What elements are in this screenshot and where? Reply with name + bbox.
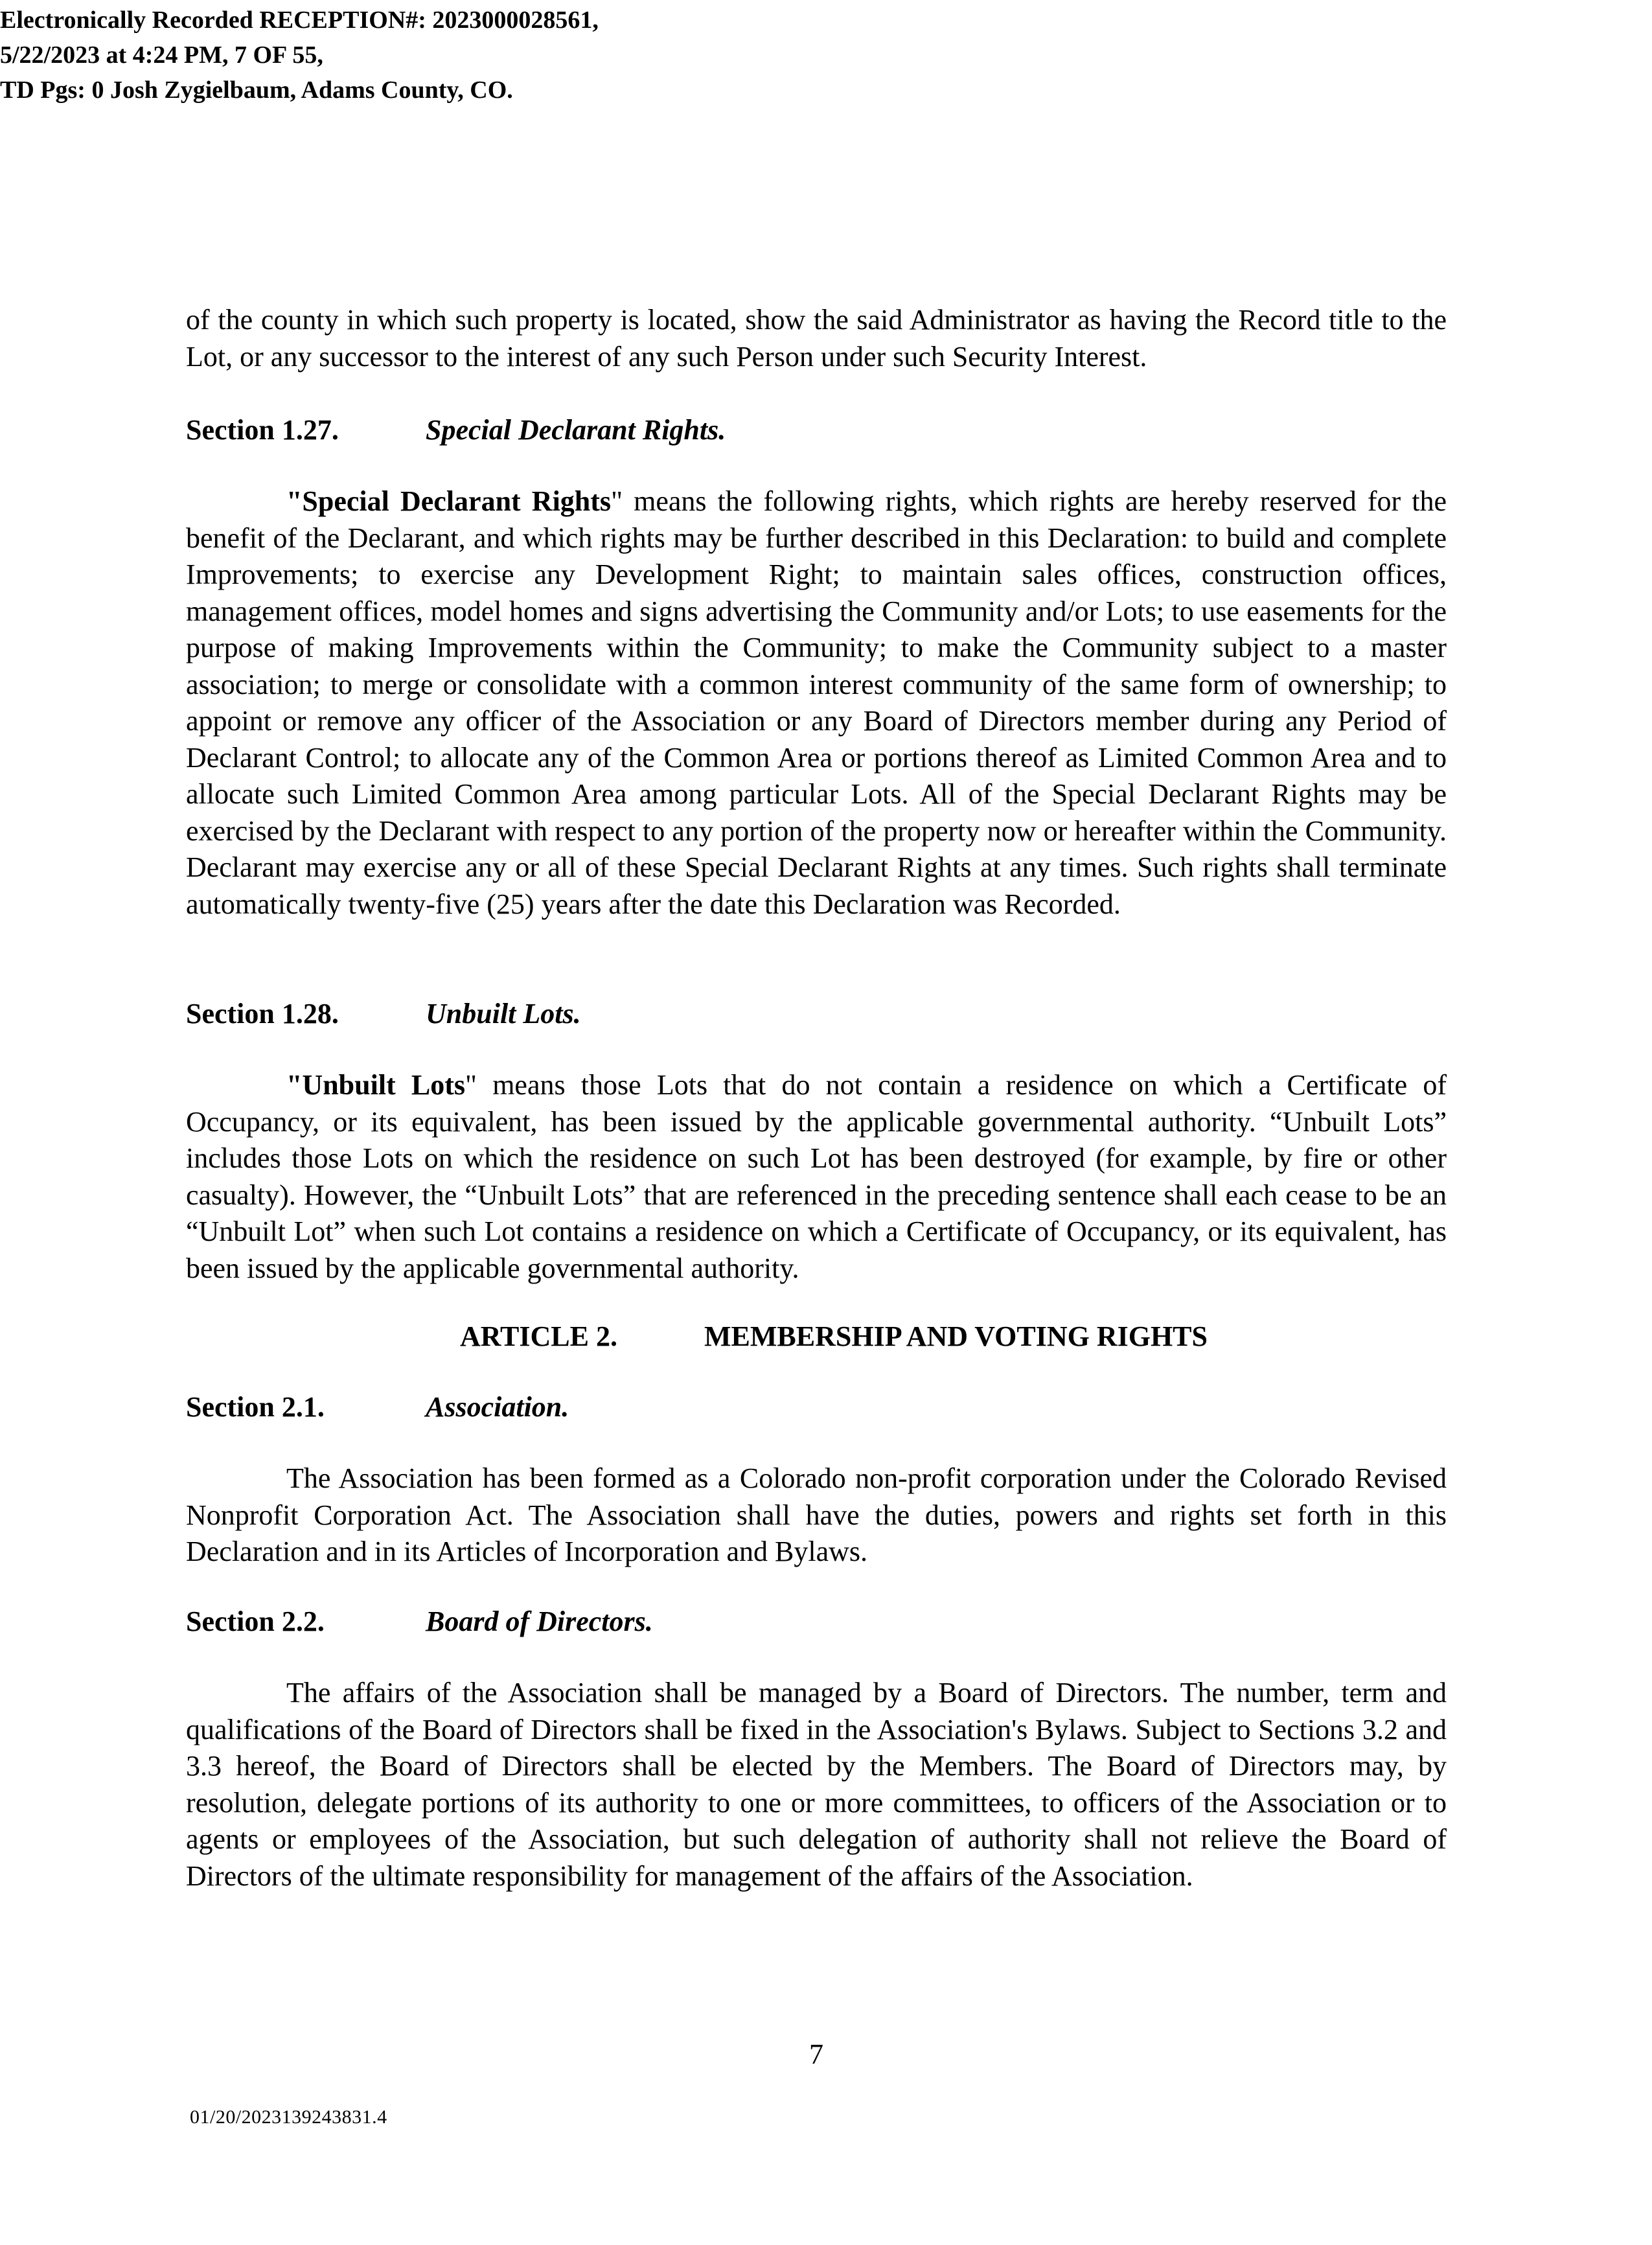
section-1-27-heading (186, 412, 726, 448)
section-1-27-paragraph (186, 483, 1447, 923)
section-title: Unbuilt Lots. (426, 998, 581, 1030)
section-number: Section 2.1. (186, 1391, 325, 1423)
recording-stamp-line-3: TD Pgs: 0 Josh Zygielbaum, Adams County, CO. (0, 76, 513, 104)
page-number: 7 (809, 2038, 823, 2070)
defined-term: "Unbuilt Lots (286, 1069, 466, 1101)
section-1-28-paragraph (186, 1067, 1447, 1287)
section-2-1-heading (186, 1389, 569, 1425)
section-2-2-paragraph (186, 1675, 1447, 1894)
section-1-28-heading (186, 996, 581, 1032)
paragraph-text: " means the following rights, which rights are hereby reserved for the benefit of the Declarant, and which rights may be further described in this Declaration: to build and complete Improvements; to exercise any Development Right; to maintain sales offices, construction offices, management offices, model homes and signs advertising the Community and/or Lots; to use easements for the purpose of making Improvements within the Community; to make the Community subject to a master association; to merge or consolidate with a common interest community of the same form of ownership; to appoint or remove any officer of the Association or any Board of Directors member during any Period of Declarant Control; to allocate any of the Common Area or portions thereof as Limited Common Area and to allocate such Limited Common Area among particular Lots. All of the Special Declarant Rights may be exercised by the Declarant with respect to any portion of the property now or hereafter within the Community. Declarant may exercise any or all of these Special Declarant Rights at any times. Such rights shall terminate automatically twenty-five (25) years after the date this Declaration was Recorded. (186, 485, 1447, 920)
article-2-heading (460, 1318, 1208, 1355)
section-title: Association. (426, 1391, 569, 1423)
paragraph-text: The Association has been formed as a Colorado non-profit corporation under the Colorado Revised Nonprofit Corporation Act. The Association shall have the duties, powers and rights set forth in this Declaration and in its Articles of Incorporation and Bylaws. (186, 1462, 1447, 1567)
recording-stamp (0, 3, 599, 108)
section-title: Board of Directors. (426, 1606, 653, 1637)
section-number: Section 1.27. (186, 414, 339, 446)
article-title: MEMBERSHIP AND VOTING RIGHTS (704, 1320, 1208, 1352)
recording-stamp-line-1: Electronically Recorded RECEPTION#: 2023000028561, (0, 6, 599, 34)
article-number: ARTICLE 2. (460, 1320, 617, 1352)
paragraph-text: The affairs of the Association shall be managed by a Board of Directors. The number, term and qualifications of the Board of Directors shall be fixed in the Association's Bylaws. Subject to Sections 3.2 and 3.3 hereof, the Board of Directors shall be elected by the Members. The Board of Directors may, by resolution, delegate portions of its authority to one or more committees, to officers of the Association or to agents or employees of the Association, but such delegation of authority shall not relieve the Board of Directors of the ultimate responsibility for management of the affairs of the Association. (186, 1677, 1447, 1892)
paragraph-text: " means those Lots that do not contain a residence on which a Certificate of Occupancy, or its equivalent, has been issued by the applicable governmental authority. “Unbuilt Lots” includes those Lots on which the residence on such Lot has been destroyed (for example, by fire or other casualty). However, the “Unbuilt Lots” that are referenced in the preceding sentence shall each cease to be an “Unbuilt Lot” when such Lot contains a residence on which a Certificate of Occupancy, or its equivalent, has been issued by the applicable governmental authority. (186, 1069, 1447, 1284)
section-number: Section 1.28. (186, 998, 339, 1030)
section-title: Special Declarant Rights. (426, 414, 726, 446)
recording-stamp-line-2: 5/22/2023 at 4:24 PM, 7 OF 55, (0, 41, 323, 69)
document-id: 01/20/2023139243831.4 (190, 2106, 387, 2128)
section-2-1-paragraph (186, 1460, 1447, 1571)
section-2-2-heading (186, 1604, 653, 1640)
continuation-text: of the county in which such property is located, show the said Administrator as having the Record title to the Lot, or any successor to the interest of any such Person under such Security Interest. (186, 304, 1447, 373)
defined-term: "Special Declarant Rights (286, 485, 612, 517)
section-number: Section 2.2. (186, 1606, 325, 1637)
continuation-paragraph (186, 302, 1447, 375)
